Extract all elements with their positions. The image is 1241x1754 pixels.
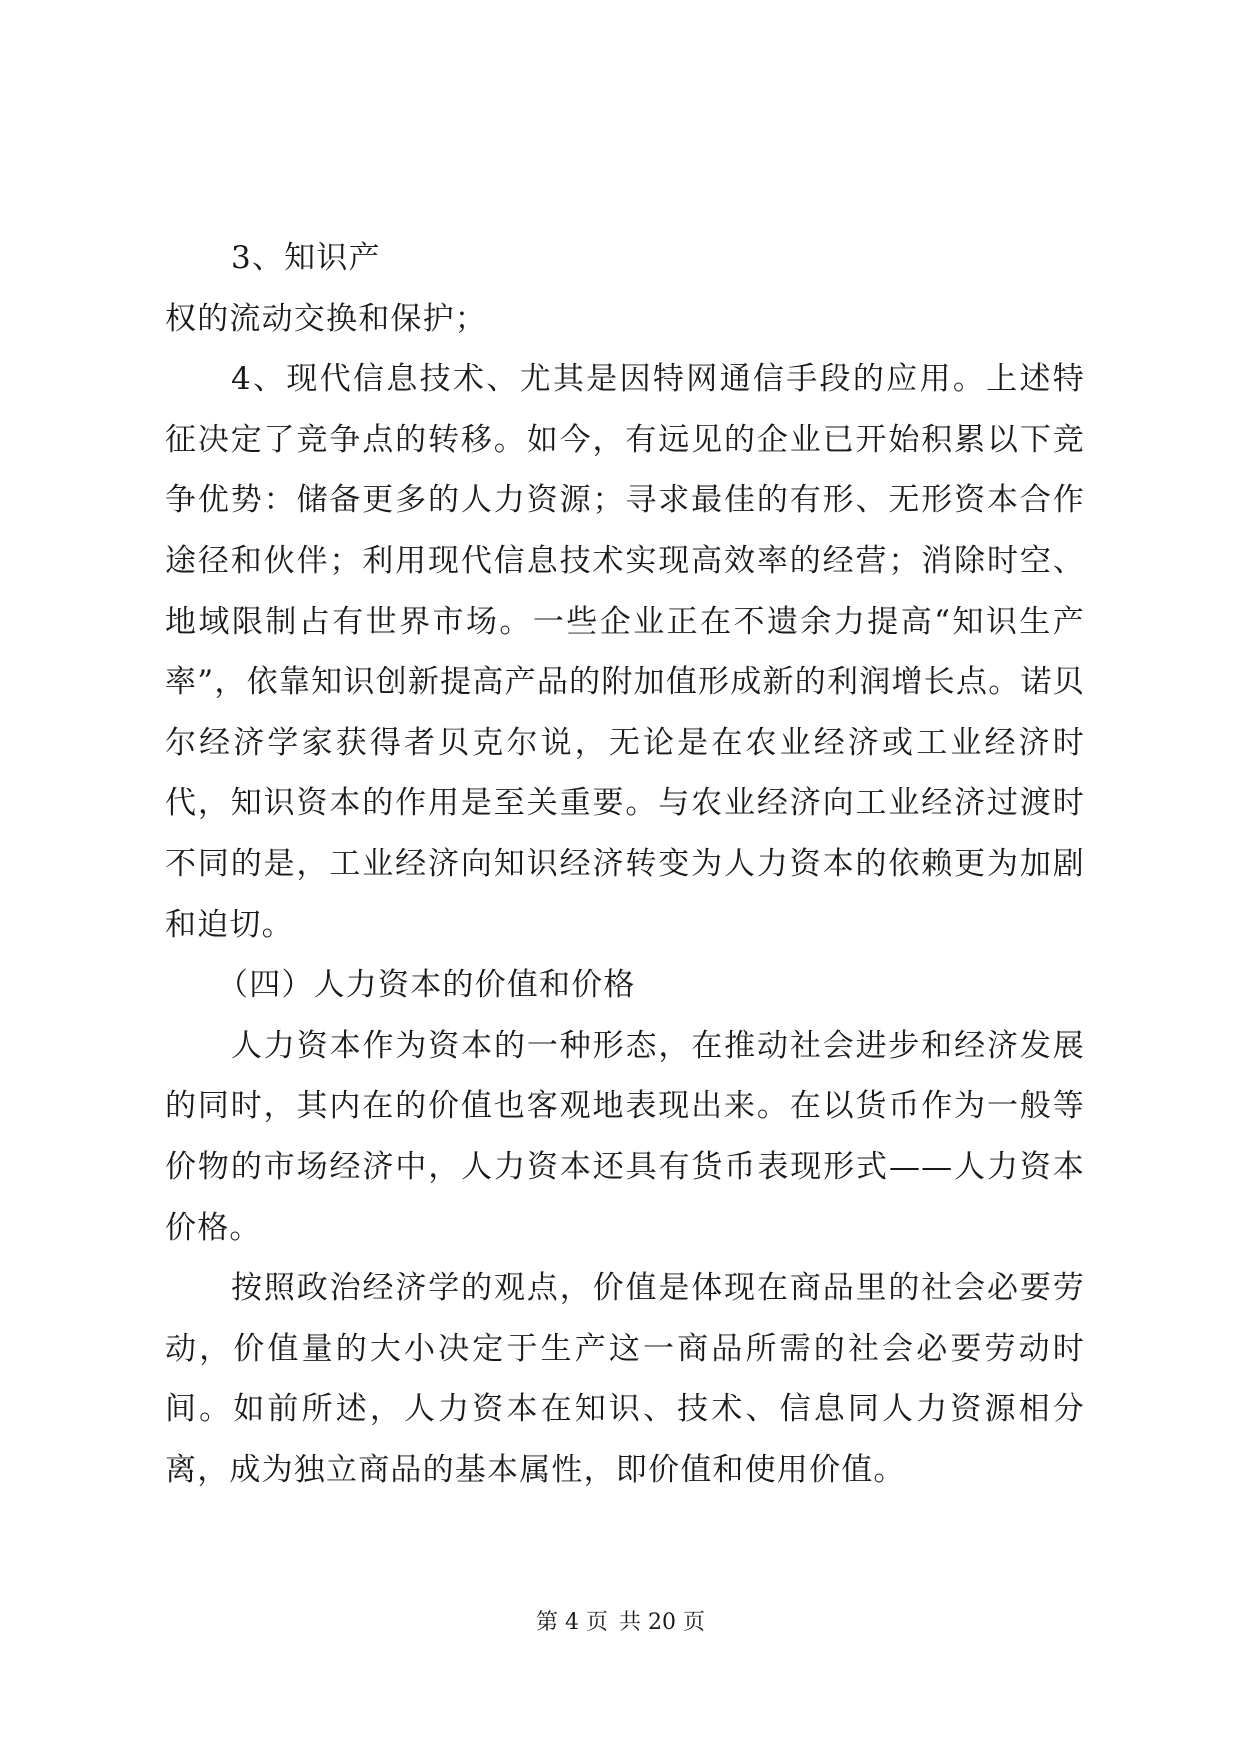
page-total: 共 20 页 — [619, 1610, 705, 1635]
paragraph-continuation: 权的流动交换和保护； — [165, 300, 487, 337]
paragraph-human-capital: 人力资本作为资本的一种形态，在推动社会进步和经济发展的同时，其内在的价值也客观地表现出来。在以货币作为一般等价物的市场经济中，人力资本还具有货币表现形式——人力资本价格。 — [165, 1027, 1085, 1246]
paragraph-political-economy: 按照政治经济学的观点，价值是体现在商品里的社会必要劳动，价值量的大小决定于生产这一商品所需的社会必要劳动时间。如前所述，人力资本在知识、技术、信息同人力资源相分离，成为独立商品的基本属性，即价值和使用价值。 — [165, 1270, 1085, 1488]
page-number: 第 4 页 — [536, 1610, 608, 1635]
paragraph-item-4: 4、现代信息技术、尤其是因特网通信手段的应用。上述特征决定了竞争点的转移。如今，有远见的企业已开始积累以下竞争优势：储备更多的人力资源；寻求最佳的有形、无形资本合作途径和伙伴；利用现代信息技术实现高效率的经营；消除时空、地域限制占有世界市场。一些企业正在不遗余力提高“知识生产率”，依靠知识创新提高产品的附加值形成新的利润增长点。诺贝尔经济学家获得者贝克尔说，无论是在农业经济或工业经济时代，知识资本的作用是至关重要。与农业经济向工业经济过渡时不同的是，工业经济向知识经济转变为人力资本的依赖更为加剧和迫切。 — [165, 361, 1085, 943]
body-text — [165, 228, 1085, 1500]
section-heading: （四）人力资本的价值和价格 — [217, 967, 636, 1004]
page-footer — [0, 1608, 1241, 1638]
paragraph-item-3: 3、知识产 — [231, 240, 381, 276]
